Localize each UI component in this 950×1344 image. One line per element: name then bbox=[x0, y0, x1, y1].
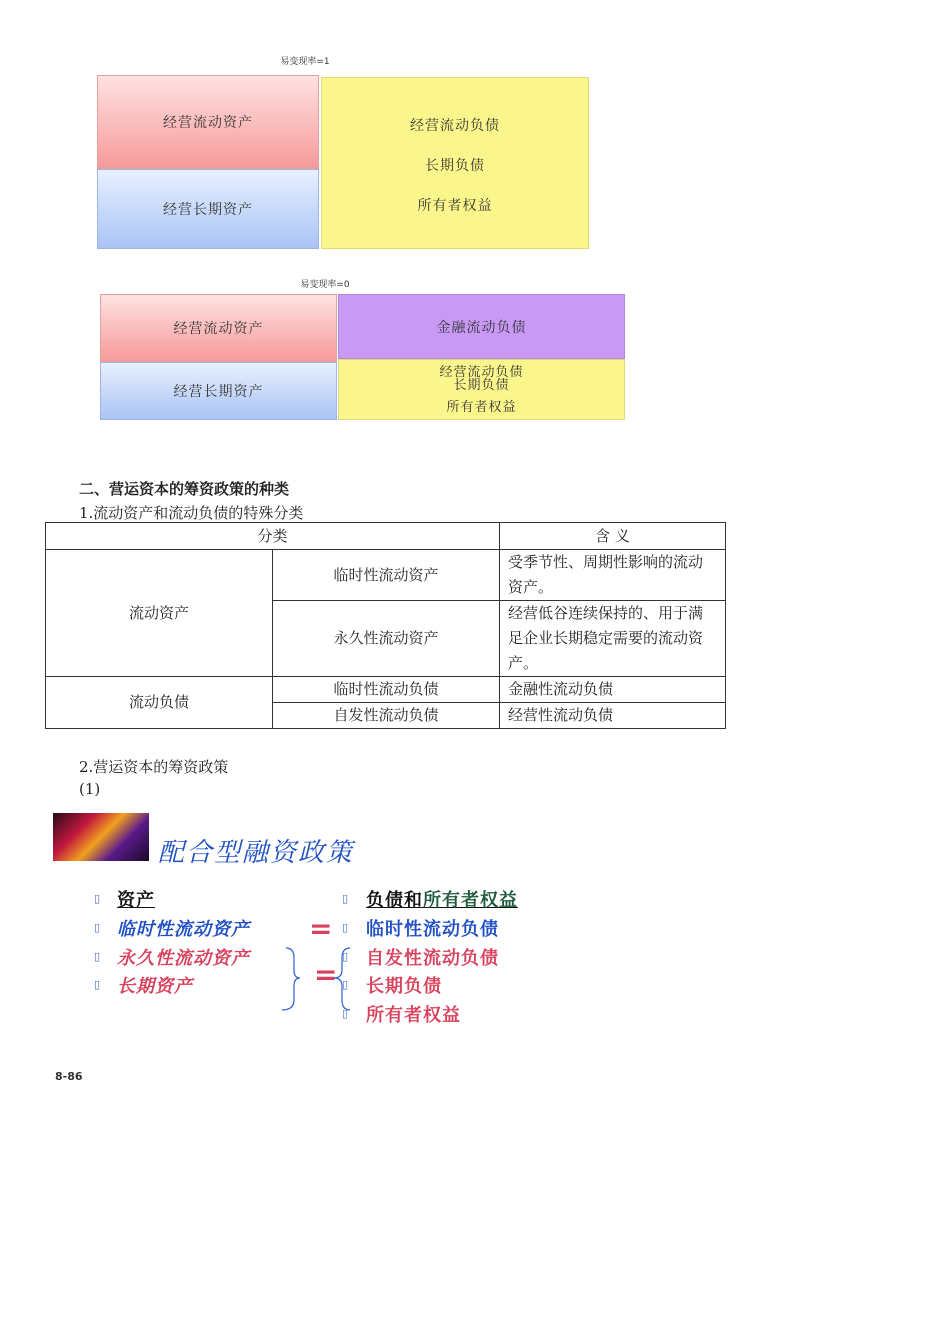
liabilities-equity-header bbox=[366, 886, 518, 912]
diagram2-right-item: 经营流动负债 bbox=[439, 364, 524, 380]
diagram2-financial-current-liabilities: 金融流动负债 bbox=[338, 294, 625, 359]
diagram2-right-bottom-block bbox=[338, 359, 625, 420]
temporary-current-liabilities: 临时性流动负债 bbox=[366, 919, 499, 940]
bullet-icon: ▯ bbox=[342, 921, 349, 934]
diagram1-right-block bbox=[321, 77, 589, 249]
diagram1-operating-longterm-assets: 经营长期资产 bbox=[97, 169, 319, 249]
bullet-icon: ▯ bbox=[94, 921, 101, 934]
permanent-current-assets: 永久性流动资产 bbox=[117, 948, 250, 969]
liabilities-header-part: 负债和 bbox=[366, 890, 423, 911]
decorative-image bbox=[53, 813, 149, 861]
bullet-icon: ▯ bbox=[342, 1007, 349, 1020]
table-group-current-liabilities: 流动负债 bbox=[46, 677, 273, 729]
long-term-liabilities: 长期负债 bbox=[366, 976, 442, 997]
bullet-icon: ▯ bbox=[342, 950, 349, 963]
diagram2-right-item: 长期负债 bbox=[453, 377, 510, 393]
classification-table bbox=[45, 522, 726, 729]
bullet-icon: ▯ bbox=[342, 978, 349, 991]
diagram2-caption: 易变现率=0 bbox=[300, 280, 350, 290]
table-header-class: 分类 bbox=[46, 523, 500, 550]
diagram1-caption: 易变现率=1 bbox=[280, 57, 330, 67]
page-footer: 8-86 bbox=[55, 1070, 83, 1083]
table-sub-cell: 自发性流动负债 bbox=[273, 703, 500, 729]
diagram1-right-item: 所有者权益 bbox=[417, 198, 493, 214]
table-sub-cell: 永久性流动资产 bbox=[273, 601, 500, 677]
paragraph-3: (1) bbox=[79, 780, 101, 798]
diagram2-operating-longterm-assets: 经营长期资产 bbox=[100, 362, 337, 420]
bullet-icon: ▯ bbox=[342, 892, 349, 905]
table-meaning-cell: 受季节性、周期性影响的流动资产。 bbox=[500, 550, 726, 601]
diagram1-right-item: 经营流动负债 bbox=[410, 118, 500, 134]
table-sub-cell: 临时性流动资产 bbox=[273, 550, 500, 601]
equity-header-part: 所有者权益 bbox=[423, 890, 518, 911]
table-meaning-cell: 经营性流动负债 bbox=[500, 703, 726, 729]
paragraph-2: 2.营运资本的筹资政策 bbox=[79, 758, 229, 776]
bullet-icon: ▯ bbox=[94, 978, 101, 991]
temporary-current-assets: 临时性流动资产 bbox=[117, 919, 250, 940]
equals-sign-1: = bbox=[309, 912, 333, 945]
table-header-meaning: 含 义 bbox=[500, 523, 726, 550]
diagram2-right-item: 所有者权益 bbox=[446, 399, 517, 415]
section-heading: 二、营运资本的筹资政策的种类 bbox=[79, 480, 290, 498]
diagram1-operating-current-assets: 经营流动资产 bbox=[97, 75, 319, 169]
table-meaning-cell: 金融性流动负债 bbox=[500, 677, 726, 703]
long-term-assets: 长期资产 bbox=[117, 976, 193, 997]
policy-title: 配合型融资政策 bbox=[158, 838, 355, 868]
owners-equity: 所有者权益 bbox=[366, 1005, 461, 1026]
paragraph-1: 1.流动资产和流动负债的特殊分类 bbox=[79, 504, 304, 522]
table-meaning-cell: 经营低谷连续保持的、用于满足企业长期稳定需要的流动资产。 bbox=[500, 601, 726, 677]
diagram1-right-item: 长期负债 bbox=[425, 158, 485, 174]
bullet-icon: ▯ bbox=[94, 892, 101, 905]
bullet-icon: ▯ bbox=[94, 950, 101, 963]
assets-header: 资产 bbox=[117, 890, 155, 911]
diagram2-operating-current-assets: 经营流动资产 bbox=[100, 294, 337, 362]
table-sub-cell: 临时性流动负债 bbox=[273, 677, 500, 703]
equals-sign-2: = bbox=[314, 958, 338, 991]
spontaneous-current-liabilities: 自发性流动负债 bbox=[366, 948, 499, 969]
table-group-current-assets: 流动资产 bbox=[46, 550, 273, 677]
